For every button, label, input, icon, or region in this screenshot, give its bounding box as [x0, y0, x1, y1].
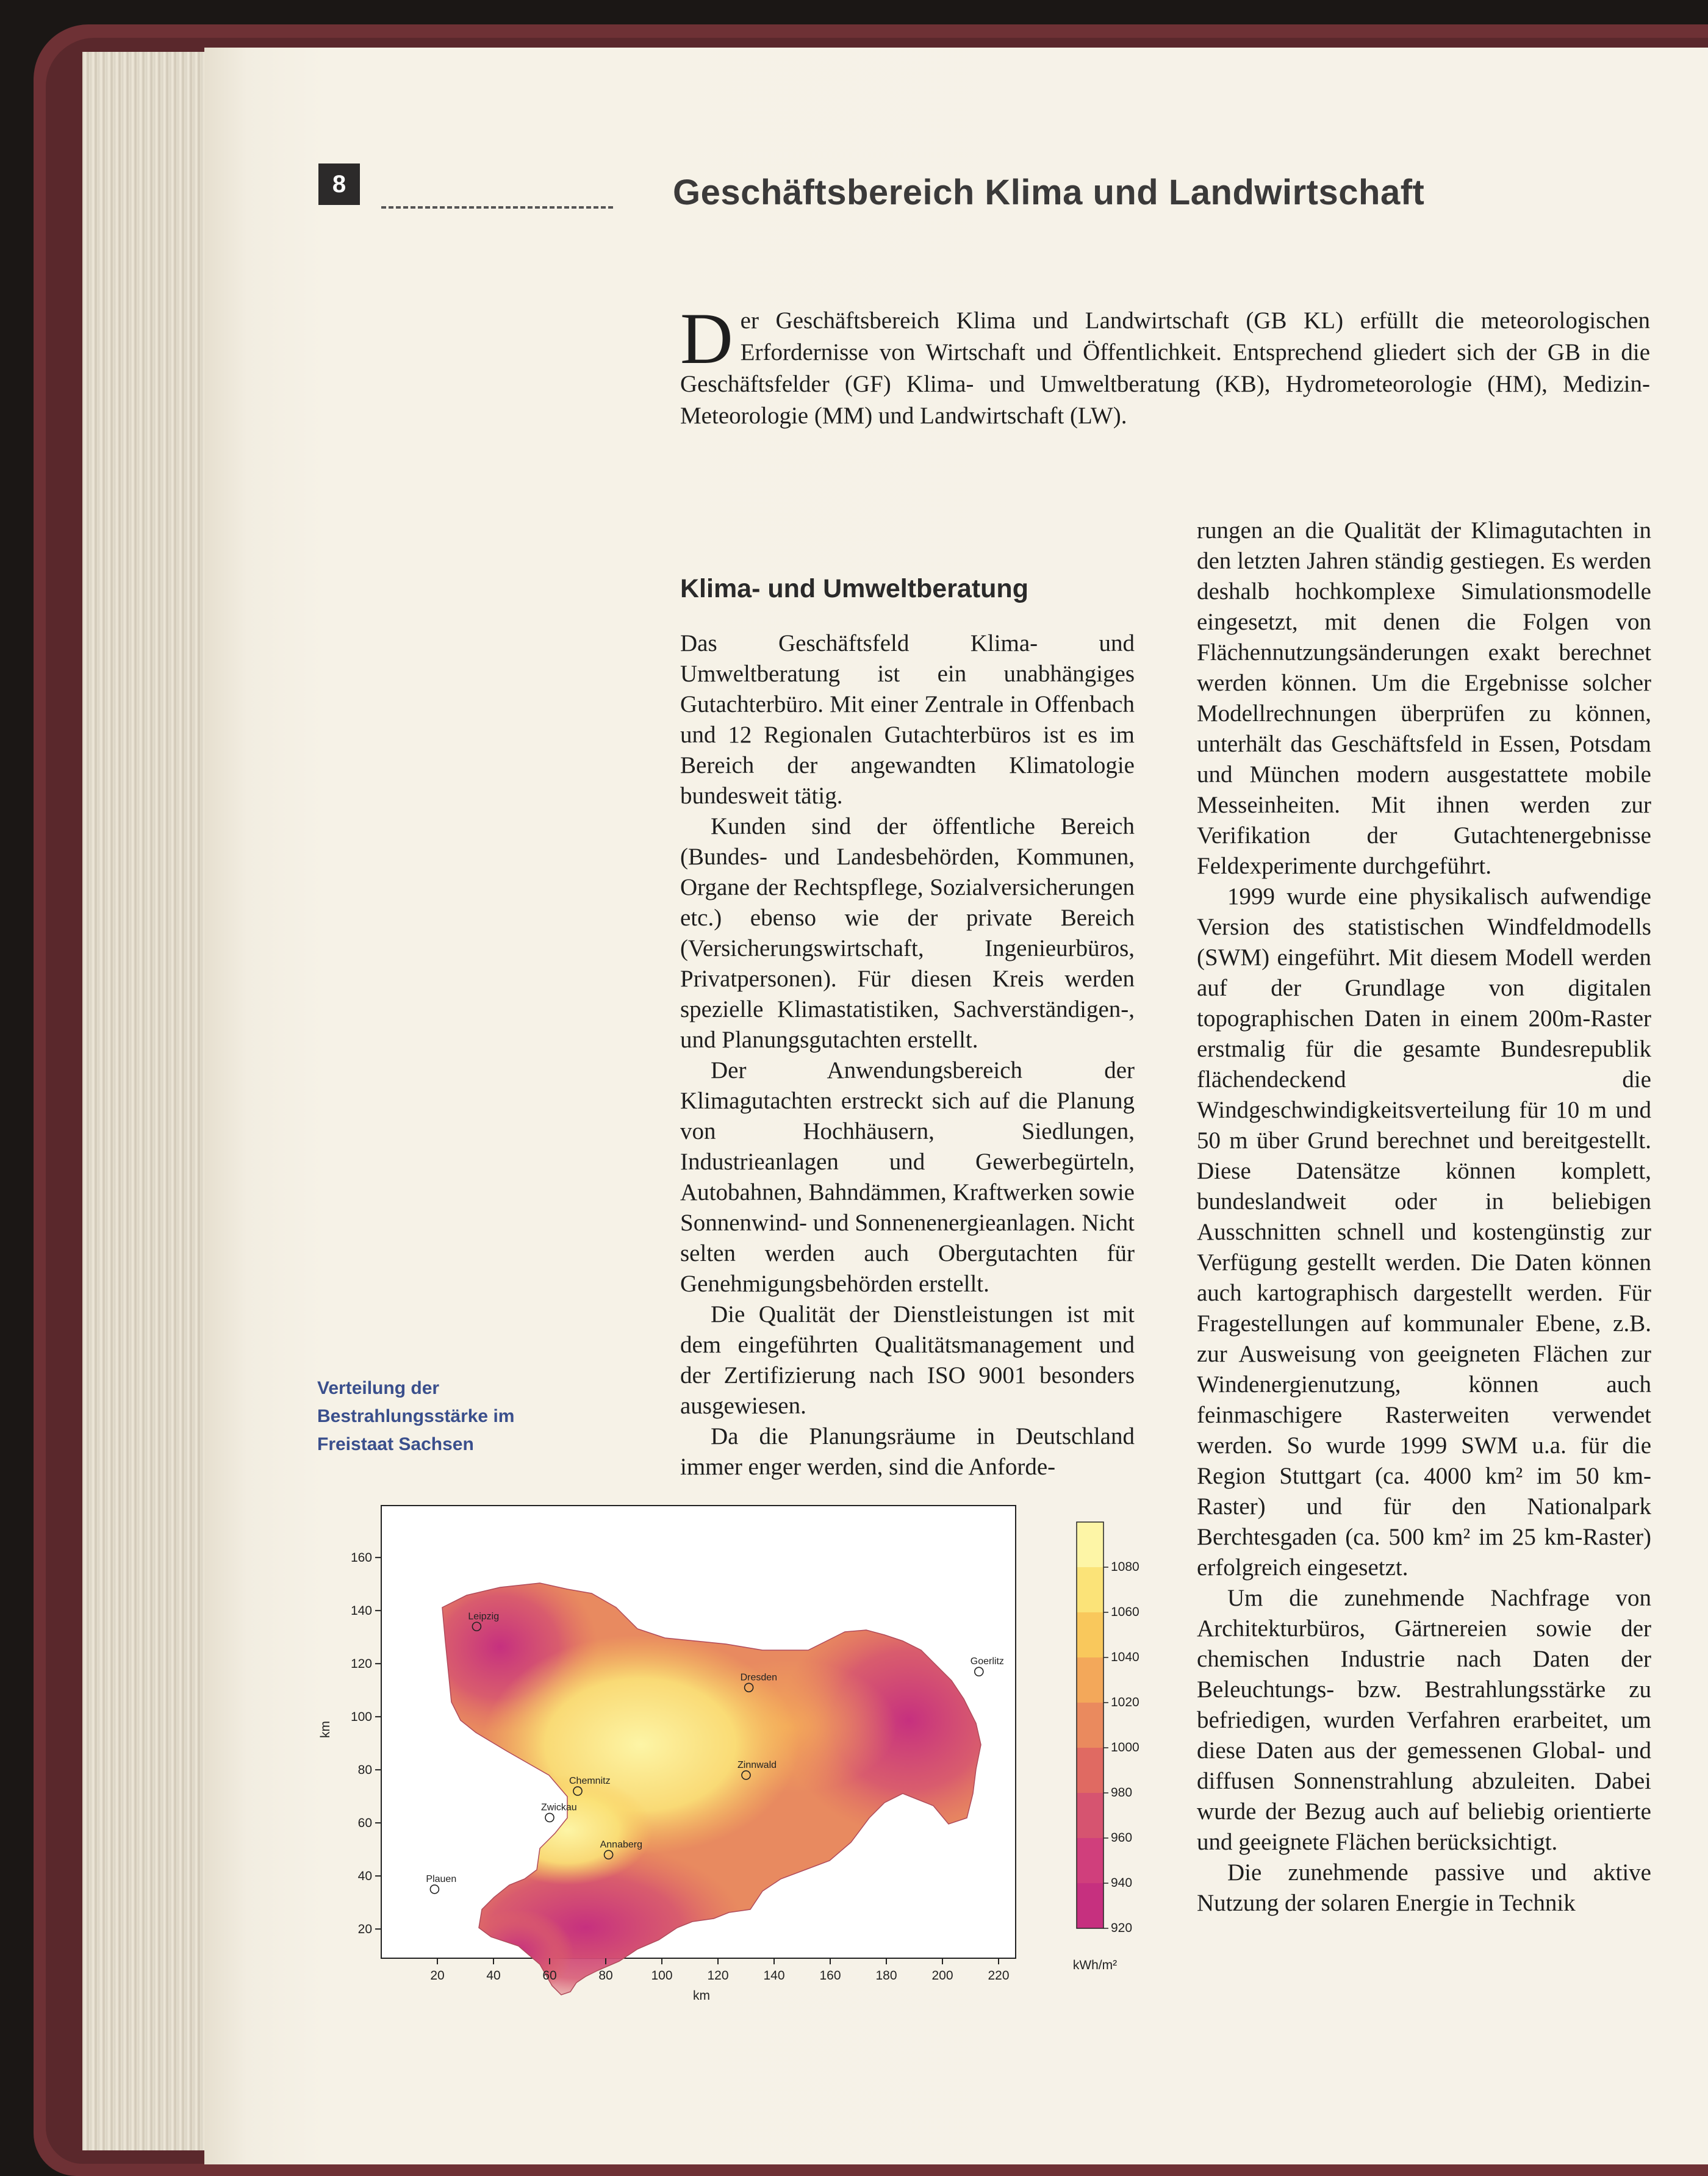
city-label: Zwickau [541, 1802, 577, 1813]
y-tick-label: 140 [350, 1604, 372, 1618]
city-label: Annaberg [600, 1839, 642, 1850]
y-tick-label: 160 [350, 1551, 372, 1565]
y-tick-label: 60 [357, 1816, 372, 1831]
paragraph: Der Anwendungsbereich der Klimagutachten erstreckt sich auf die Planung von Hochhäusern, Siedlungen, Industrieanlagen und Gewerbegürteln, Autobahnen, Bahndämmen, Kraftwerken sowie Sonnenwind- und Sonnenenergieanlagen. Nicht selten werden auch Obergutachten für Genehmigungsbehörden erstellt. [680, 1057, 1135, 1297]
y-axis-ticks [351, 1551, 381, 1936]
header-dashed-rule [381, 206, 613, 209]
legend-swatch [1077, 1793, 1103, 1838]
legend-unit: kWh/m² [1072, 1958, 1118, 1972]
y-tick-label: 100 [350, 1710, 372, 1725]
paragraph: Die Qualität der Dienstleistungen ist mit dem eingeführten Qualitätsmanagement und der Zertifizierung nach ISO 9001 besonders ausgewiesen. [680, 1301, 1135, 1419]
legend-label: 980 [1111, 1786, 1133, 1800]
text-column-left [680, 573, 1135, 1482]
paragraph: Kunden sind der öffentliche Bereich (Bundes- und Landesbehörden, Kommunen, Organe der Rechtspflege, Sozialversicherungen etc.) ebenso wie der private Bereich (Versicherungswirtschaft, Ingenieurbüros, Privatpersonen). Für diesen Kreis werden spezielle Klimastatistiken, Sachverständigen-, und Planungsgutachten erstellt. [680, 813, 1135, 1053]
city-label: Chemnitz [569, 1775, 611, 1786]
legend-swatch [1077, 1838, 1103, 1883]
x-axis-label: km [693, 1989, 710, 2003]
legend-label: 940 [1111, 1876, 1133, 1890]
legend-swatch [1077, 1522, 1103, 1567]
x-tick-label: 100 [651, 1969, 673, 1983]
y-axis-label: km [318, 1721, 332, 1738]
legend-swatch [1077, 1612, 1103, 1657]
page-edges [82, 52, 217, 2150]
page-number-badge: 8 [318, 163, 360, 205]
paragraph: Um die zunehmende Nachfrage von Architekturbüros, Gärtnereien sowie der chemischen Industrie nach Daten der Beleuchtungs- bzw. Bestrahlungsstärke zu befriedigen, wurden Verfahren erarbeitet, um diese Daten aus der gemessenen Global- und diffusen Sonnenstrahlung abzuleiten. Dabei wurde der Bezug auch auf beliebig orientierte und geeignete Flächen berücksichtigt. [1197, 1585, 1651, 1855]
legend-label: 1020 [1111, 1695, 1139, 1709]
intro-text: er Geschäftsbereich Klima und Landwirtschaft (GB KL) erfüllt die meteorologischen Erfordernisse von Wirtschaft und Öffentlichkeit. Entsprechend gliedert sich der GB in die Geschäftsfelder (GF) Klima- und Umweltberatung (KB), Hydrometeorologie (HM), Medizin-Meteorologie (MM) und Landwirtschaft (LW). [680, 307, 1650, 429]
figure-caption: Verteilung der Bestrahlungsstärke im Freistaat Sachsen [317, 1378, 515, 1454]
legend-swatch [1077, 1883, 1103, 1928]
legend-label: 1000 [1111, 1740, 1139, 1754]
x-tick-label: 60 [542, 1969, 557, 1983]
section-title: Geschäftsbereich Klima und Landwirtschaft [673, 173, 1425, 212]
x-tick-label: 80 [598, 1969, 613, 1983]
legend-swatch [1077, 1703, 1103, 1748]
paragraph: Das Geschäftsfeld Klima- und Umweltberatung ist ein unabhängiges Gutachterbüro. Mit einer Zentrale in Offenbach und 12 Regionalen Gutachterbüros ist es im Bereich der angewandten Klimatologie bundesweit tätig. [680, 630, 1135, 809]
x-tick-label: 120 [707, 1969, 729, 1983]
legend-label: 920 [1111, 1921, 1133, 1935]
x-axis-ticks [430, 1958, 1009, 1983]
paragraph: 1999 wurde eine physikalisch aufwendige Version des statistischen Windfeldmodells (SWM) eingeführt. Mit diesem Modell werden auf der Grundlage von digitalen topographischen Daten in einem 200m-Raster erstmalig für die gesamte Bundesrepublik flächendeckend die Windgeschwindigkeitsverteilung für 10 m und 50 m über Grund berechnet und bereitgestellt. Diese Datensätze können komplett, bundeslandweit oder in beliebigen Ausschnitten schnell und kostengünstig zur Verfügung gestellt werden. Die Daten können auch kartographisch dargestellt werden. Für Fragestellungen auf kommunaler Ebene, z.B. zur Ausweisung von geeigneten Flächen zur Windenergienutzung, können auch feinmaschigere Rasterweiten verwendet werden. So wurde 1999 SWM u.a. für die Region Stuttgart (ca. 4000 km² im 50 km-Raster) und für den Nationalpark Berchtesgaden (ca. 500 km² im 25 km-Raster) erfolgreich eingesetzt. [1197, 883, 1651, 1581]
legend-swatch [1077, 1657, 1103, 1703]
paragraph: Da die Planungsräume in Deutschland immer enger werden, sind die Anforde- [680, 1423, 1135, 1480]
legend-swatch [1077, 1567, 1103, 1612]
subsection-heading: Klima- und Umweltberatung [680, 574, 1028, 603]
x-tick-label: 160 [819, 1969, 841, 1983]
paragraph: Die zunehmende passive und aktive Nutzung der solaren Energie in Technik [1197, 1859, 1651, 1916]
legend-label: 1060 [1111, 1605, 1139, 1619]
y-tick-label: 20 [357, 1922, 372, 1937]
y-tick-label: 120 [350, 1657, 372, 1671]
y-tick-label: 80 [357, 1763, 372, 1778]
x-tick-label: 220 [988, 1969, 1010, 1983]
color-legend [1077, 1522, 1139, 1935]
x-tick-label: 20 [430, 1969, 445, 1983]
city-label: Leipzig [468, 1611, 500, 1622]
paragraph: rungen an die Qualität der Klimagutachten in den letzten Jahren ständig gestiegen. Es werden deshalb hochkomplexe Simulationsmodelle eingesetzt, mit denen die Folgen von Flächennutzungsänderungen exakt berechnet werden können. Um die Ergebnisse solcher Modellrechnungen überprüfen zu können, unterhält das Geschäftsfeld in Essen, Potsdam und München modern ausgestattete mobile Messeinheiten. Mit ihnen werden zur Verifikation der Gutachtenergebnisse Feldexperimente durchgeführt. [1197, 517, 1651, 879]
x-tick-label: 180 [875, 1969, 897, 1983]
legend-label: 1080 [1111, 1560, 1139, 1574]
city-label: Plauen [426, 1873, 457, 1884]
y-tick-label: 40 [357, 1869, 372, 1884]
legend-swatch [1077, 1748, 1103, 1793]
legend-label: 1040 [1111, 1650, 1139, 1664]
dropcap: D [680, 298, 733, 379]
city-label: Dresden [740, 1672, 778, 1683]
intro-paragraph [680, 298, 1650, 432]
x-tick-label: 200 [931, 1969, 953, 1983]
city-label: Zinnwald [737, 1759, 777, 1770]
legend-label: 960 [1111, 1831, 1133, 1845]
irradiance-map-figure [299, 1488, 1177, 2013]
x-tick-label: 140 [763, 1969, 785, 1983]
city-label: Goerlitz [970, 1656, 1004, 1667]
text-column-right [1197, 515, 1651, 1919]
x-tick-label: 40 [486, 1969, 501, 1983]
